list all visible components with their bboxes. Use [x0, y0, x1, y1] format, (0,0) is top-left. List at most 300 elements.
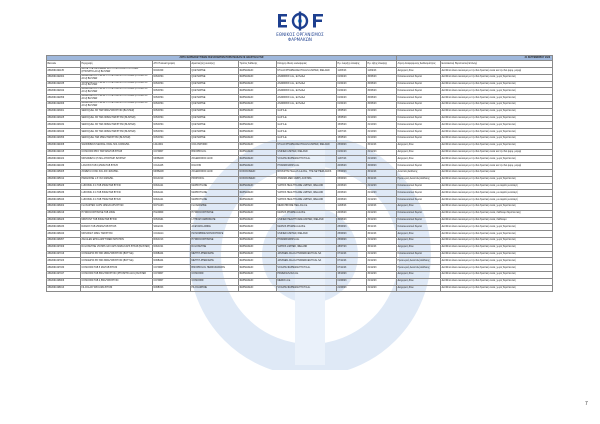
table-cell: ΦΑΡΜΑΚΕΙΟ: [239, 142, 277, 149]
table-cell: N05AN01: [153, 217, 191, 224]
table-cell: ΦΑΡΜΑΚΕΙΟ: [239, 122, 277, 129]
table-cell: N06BX03: [153, 285, 191, 292]
table-cell: M05BA08: [153, 169, 191, 176]
page-number: 7: [585, 401, 588, 407]
table-cell: Κατασκευαστικά θέματα: [397, 88, 441, 95]
table-row: [47, 278, 553, 285]
table-header-row: [47, 61, 553, 68]
table-cell: ΦΑΡΜΑΚΕΙΟ: [239, 129, 277, 136]
table-cell: Κατασκευαστικά θέματα: [397, 190, 441, 197]
table-cell: 15/05/23: [337, 135, 367, 142]
table-cell: 05/09/23: [337, 169, 367, 176]
table-cell: 30/11/23: [367, 224, 397, 231]
table-body: [47, 68, 553, 292]
table-cell: QUETIAPINE: [191, 81, 239, 88]
table-cell: ΦΑΡΜΑΚΕΙΟ: [239, 231, 277, 238]
table-cell: 2802094193032: [47, 122, 81, 129]
table-row: [47, 169, 553, 176]
table-cell: LUDIOMIL F.C.TAB 75MG/TAB BTX20: [81, 197, 153, 204]
table-cell: LUDIOMIL F.C.TAB 50MG/TAB BTX30: [81, 190, 153, 197]
table-cell: C07AB07: [153, 149, 191, 156]
table-cell: SEROQUEL XR TAB 50MG/TAB BTX60 (BLISTER): [81, 108, 153, 115]
table-cell: ΦΑΡΜΑΚΕΙΟ: [239, 265, 277, 272]
table-cell: Διατίθεται άλλο σκεύασμα με την ίδια δραστική ουσία, χωρίς θεραπευτική: [441, 224, 553, 231]
table-cell: MAPROTILINE: [191, 183, 239, 190]
table-cell: 2802094192035: [47, 81, 81, 88]
table-cell: N05AH04: [153, 115, 191, 122]
table-cell: Διαχείριση Στοκ: [397, 231, 441, 238]
table-cell: Κατασκευαστικά θέματα: [397, 115, 441, 122]
table-cell: 31/12/23: [367, 237, 397, 244]
table-row: [47, 251, 553, 258]
column-header: Ημ. λήξης έλλειψης: [367, 61, 397, 68]
table-cell: CONCORD: [191, 278, 239, 285]
table-cell: VOCATE ΦΑΡΜΑΚΕΥΤΙΚΗ Α.Ε.: [277, 156, 337, 163]
table-cell: Διατίθεται άλλο σκεύασμα με την ίδια δραστική ουσία, χωρίς θεραπευτική: [441, 231, 553, 238]
table-cell: ΝΟΣΟΚΟΜΕΙΟ: [239, 176, 277, 183]
table-row: [47, 135, 553, 142]
table-cell: Διατίθεται άλλο σκεύασμα με την ίδια δραστική ουσία, διαθέσιμο: [441, 217, 553, 224]
table-cell: ISOSORBIDE MONONITRATE: [191, 231, 239, 238]
table-row: [47, 88, 553, 95]
table-cell: GRANULE ON THE WITH THE CONSTITUTIONAL (PHOSPHO-ACU) BLISTER: [81, 81, 153, 88]
table-cell: 2802094198013: [47, 285, 81, 292]
table-cell: 2802094195012: [47, 176, 81, 183]
table-cell: N06AX21: [153, 244, 191, 251]
table-cell: 30/06/23: [367, 81, 397, 88]
table-cell: N06AA21: [153, 197, 191, 204]
table-cell: Διατίθεται άλλο σκεύασμα με την ίδια δραστική ουσία: [441, 169, 553, 176]
table-cell: NOVARTIS HELLAS A.E.B.E., THE NETHERLANDS: [277, 169, 337, 176]
table-cell: PARAFFINE L.P. INJ 10MG/ML: [81, 176, 153, 183]
table-cell: ZOLEDRONIC ACID: [191, 156, 239, 163]
table-cell: Κατασκευαστικά θέματα: [397, 81, 441, 88]
table-cell: 30/06/23: [367, 74, 397, 81]
table-cell: ΦΑΡΜΑΚΕΙΟ: [239, 108, 277, 115]
table-cell: FILCOLAR TAB 10MG BTX30: [81, 285, 153, 292]
table-row: [47, 68, 553, 75]
table-cell: 2802094197030: [47, 265, 81, 272]
table-cell: 15/05/23: [337, 108, 367, 115]
table-cell: QUETIAPINE: [191, 115, 239, 122]
table-cell: 11/10/23: [367, 203, 397, 210]
table-cell: MARVIS PHARMA A.E.B.E.: [277, 224, 337, 231]
logo-caption: ΕΘΝΙΚΟΣ ΟΡΓΑΝΙΣΜΟΣ ΦΑΡΜΑΚΩΝ: [276, 32, 324, 42]
table-cell: Διατίθεται άλλο σκεύασμα με την ίδια δραστική ουσία, χωρίς θεραπευτική: [441, 271, 553, 278]
table-cell: CONCERTA PR.TAB 18MG/TAB BTX30 (BOTTLE): [81, 251, 153, 258]
table-cell: ΑΝΑΒΙΟΣΙΣ Α.Ε., ΕΛΛΑΔΑ: [277, 81, 337, 88]
table-row: [47, 108, 553, 115]
table-cell: PHARMASWISS A.E.: [277, 237, 337, 244]
table-cell: Διατίθεται άλλο σκεύασμα με την ίδια δραστική ουσία, χωρίς θεραπευτική: [441, 258, 553, 265]
table-cell: SEROQUEL XR TAB 400MG/TAB BTX60 (BLISTER): [81, 129, 153, 136]
table-cell: QUETIAPINE: [191, 74, 239, 81]
table-cell: 31/12/23: [367, 190, 397, 197]
table-cell: FLUXARTEN CAPS 10MG/CAPS BTX20: [81, 203, 153, 210]
table-cell: LITHIUM CARBONATE: [191, 217, 239, 224]
table-cell: Διατίθεται άλλο σκεύασμα με την ίδια δραστική ουσία, με ασφαλή εναλλαγή: [441, 190, 553, 197]
table-cell: MARVIS PHARMA A.E.B.E.: [277, 210, 337, 217]
table-cell: QUETIAPINE: [191, 129, 239, 136]
table-cell: Διατίθεται άλλο σκεύασμα με την ίδια δραστική ουσία και την ίδια φαρμ. μορφή: [441, 68, 553, 75]
table-cell: 2802094195029: [47, 183, 81, 190]
table-cell: Κατασκευαστικά θέματα: [397, 224, 441, 231]
table-row: [47, 129, 553, 136]
table-cell: Διατίθεται άλλο σκεύασμα με την ίδια δραστική ουσία, χωρίς θεραπευτική: [441, 203, 553, 210]
table-cell: FLUNARIZINE: [191, 203, 239, 210]
table-cell: 31/10/23: [367, 108, 397, 115]
table-row: [47, 258, 553, 265]
column-header: Κάτοχος άδειας κυκλοφορίας: [277, 61, 337, 68]
table-title: ΛΙΣΤΑ ΦΑΡΜΑΚΕΥΤΙΚΩΝ ΣΚΕΥΑΣΜΑΤΩΝ ΠΟΡΕΥΘΗΚΑΝ ΣΕ ΑΝΑΣΤΟΛΗ ΤΗΣ: [47, 56, 397, 61]
table-cell: Προσωρινή Αναστολή Διάθεσης: [397, 258, 441, 265]
table-cell: 2802094196019: [47, 210, 81, 217]
table-cell: 07/11/23: [337, 258, 367, 265]
table-cell: 31/12/23: [367, 265, 397, 272]
table-cell: 2802094193056: [47, 135, 81, 142]
table-row: [47, 183, 553, 190]
table-cell: 20/06/23: [337, 163, 367, 170]
table-row: [47, 95, 553, 102]
table-cell: 30/06/23: [367, 101, 397, 108]
table-cell: 30/06/23: [337, 217, 367, 224]
table-cell: Διατίθεται άλλο σκεύασμα με την ίδια δραστική ουσία, χωρίς θεραπευτική: [441, 176, 553, 183]
table-cell: 2802094195043: [47, 197, 81, 204]
table-cell: 15/05/23: [337, 115, 367, 122]
column-header: Ημ. έναρξης έλλειψης: [337, 61, 367, 68]
table-cell: GRANULE ON THE WITH THE CONSTITUTIONAL (PHOSPHO-ACU) BLISTER: [81, 95, 153, 102]
table-cell: 31/12/23: [367, 251, 397, 258]
table-cell: 01/04/23: [337, 95, 367, 102]
table-cell: Κατασκευαστικά θέματα: [397, 122, 441, 129]
table-cell: Διατίθεται άλλο σκεύασμα με την ίδια δραστική ουσία, χωρίς θεραπευτική: [441, 81, 553, 88]
table-cell: DULOXETINE VIATRIS GR CAPS 60MG/CAPS BTX28 (BLISTER): [81, 244, 153, 251]
shortage-table: [46, 55, 553, 292]
table-cell: DULOXETINE: [191, 244, 239, 251]
table-cell: 31/12/23: [367, 285, 397, 292]
table-cell: ΦΑΡΜΑΚΕΙΟ: [239, 278, 277, 285]
table-cell: Διαχείριση Στοκ: [397, 149, 441, 156]
table-cell: Διατίθεται άλλο σκεύασμα με την ίδια δραστική ουσία, χωρίς θεραπευτική: [441, 244, 553, 251]
table-cell: LUDIOMIL F.C.TAB 25MG/TAB BTX30: [81, 183, 153, 190]
table-cell: N05AH04: [153, 101, 191, 108]
table-cell: 25/09/23: [337, 224, 367, 231]
table-cell: 01/04/23: [337, 74, 367, 81]
table-cell: H02AB09: [153, 210, 191, 217]
table-cell: Διαχείριση Στοκ: [397, 278, 441, 285]
table-row: [47, 210, 553, 217]
table-cell: 30/11/23: [367, 142, 397, 149]
table-cell: N05AH04: [153, 81, 191, 88]
table-cell: ΝΟΣΟΚΟΜΕΙΟ: [239, 169, 277, 176]
table-cell: N05AH04: [153, 108, 191, 115]
table-cell: GRANULE ON THE WITH THE CONSTITUTIONAL (PHOSPHO-ACU) BLISTER: [81, 74, 153, 81]
table-cell: QUETIAPINE: [191, 95, 239, 102]
table-cell: Κατασκευαστικά θέματα: [397, 251, 441, 258]
table-cell: Διαχείριση Στοκ: [397, 142, 441, 149]
table-cell: Διατίθεται άλλο σκεύασμα με την ίδια δραστική ουσία, χωρίς θεραπευτική: [441, 142, 553, 149]
table-cell: ΑΝΑΒΙΟΣΙΣ Α.Ε., ΕΛΛΑΔΑ: [277, 101, 337, 108]
table-cell: ΦΑΡΜΑΚΕΙΟ: [239, 149, 277, 156]
table-cell: L04AD01: [153, 142, 191, 149]
table-cell: N06BA04: [153, 258, 191, 265]
table-cell: ΑΝΑΒΙΟΣΙΣ Α.Ε., ΕΛΛΑΔΑ: [277, 95, 337, 102]
table-cell: 01/01/23: [337, 149, 367, 156]
table-cell: CONCORD: [191, 271, 239, 278]
table-cell: 01/04/23: [337, 101, 367, 108]
table-cell: GAP A.E.: [277, 129, 337, 136]
table-cell: Διαχείριση Στοκ: [397, 271, 441, 278]
table-cell: Διατίθεται άλλο σκεύασμα με την ίδια δραστική ουσία, χωρίς θεραπευτική: [441, 285, 553, 292]
table-cell: SANDIMMUN NEORAL ORAL SOL 100MG/ML: [81, 142, 153, 149]
table-cell: 2802094194022: [47, 156, 81, 163]
table-cell: 01/04/23: [337, 88, 367, 95]
table-cell: GRANULE ON THE WITH THE CONSTITUTIONAL (PHOSPHO-ACU) BLISTER: [81, 101, 153, 108]
table-cell: N05AH04: [153, 95, 191, 102]
table-cell: Κατασκευαστικά θέματα: [397, 197, 441, 204]
table-cell: GAP A.E.: [277, 135, 337, 142]
table-cell: 2802094197009: [47, 244, 81, 251]
table-cell: ΦΑΡΜΑΚΕΙΟ: [239, 224, 277, 231]
table-cell: DIAMOX TAB 250MG/TAB BTX25: [81, 224, 153, 231]
table-cell: ΜΟΝΟΜΕΤΑ 3,5 MG ΑΠΟΣΤΕΙΡ. ΒΛΙΣΤΕΡ: [81, 156, 153, 163]
table-row: [47, 271, 553, 278]
table-cell: N03AX09: [153, 68, 191, 75]
table-cell: R06AX13: [153, 237, 191, 244]
table-row: [47, 142, 553, 149]
table-cell: Κατασκευαστικά θέματα: [397, 95, 441, 102]
table-cell: 30/12/23: [367, 217, 397, 224]
table-cell: 31/12/23: [367, 278, 397, 285]
column-header: Barcode: [47, 61, 81, 68]
table-cell: 20/06/23: [337, 197, 367, 204]
table-cell: Διατίθεται άλλο σκεύασμα με την ίδια δραστική ουσία, χωρίς θεραπευτική: [441, 115, 553, 122]
table-cell: 2802094198006: [47, 278, 81, 285]
table-cell: 31/12/23: [367, 197, 397, 204]
table-cell: ΦΑΡΜΑΚΕΙΟ: [239, 88, 277, 95]
table-cell: 30/11/23: [367, 244, 397, 251]
table-cell: PHARMASWISS A.E.: [277, 163, 337, 170]
table-cell: ΦΑΡΜΑΚΕΙΟ: [239, 183, 277, 190]
table-cell: Διατίθεται άλλο σκεύασμα με την ίδια δραστική ουσία, χωρίς θεραπευτική: [441, 156, 553, 163]
table-cell: Διαχείριση Στοκ: [397, 285, 441, 292]
table-cell: 31/12/23: [367, 258, 397, 265]
table-cell: PILOCARPINE: [191, 285, 239, 292]
table-cell: METHYLPHENIDATE: [191, 251, 239, 258]
table-cell: CICLOSPORIN: [191, 142, 239, 149]
table-cell: QUETIAPINE: [191, 122, 239, 129]
table-cell: 2802094197016: [47, 251, 81, 258]
table-cell: PFIZER ΕΛΛΑΣ Α.Ε.: [277, 271, 337, 278]
table-cell: MYLAN PHARMACEUTICALS LIMITED, IRELAND: [277, 142, 337, 149]
table-cell: ΦΑΡΜΑΚΕΙΟ: [239, 258, 277, 265]
table-cell: Διατίθεται άλλο σκεύασμα με την ίδια δραστική ουσία, χωρίς θεραπευτική: [441, 101, 553, 108]
table-cell: 2802094193025: [47, 115, 81, 122]
table-cell: 30/09/23: [367, 163, 397, 170]
table-cell: QUETIAPINE: [191, 68, 239, 75]
column-header: Δραστική(ές) ουσία(ες): [191, 61, 239, 68]
table-cell: Διατίθεται άλλο σκεύασμα με την ίδια δραστική ουσία, χωρίς θεραπευτική: [441, 88, 553, 95]
table-cell: ΦΑΡΜΑΚΕΙΟ: [239, 203, 277, 210]
table-cell: 2802094193001: [47, 108, 81, 115]
table-row: [47, 237, 553, 244]
table-cell: QUETIAPINE: [191, 88, 239, 95]
table-cell: 31/10/23: [367, 122, 397, 129]
table-cell: CONCORD TAB 5MG/TAB BTX30 (PHOSPHO-ACU) BLISTER: [81, 271, 153, 278]
column-header: Εναλλακτική Θεραπευτική Επιλογή: [441, 61, 553, 68]
table-cell: ΦΑΡΜΑΚΕΙΟ: [239, 135, 277, 142]
table-cell: 20/06/23: [337, 183, 367, 190]
table-cell: VIATRIS HEALTHCARE LIMITED, IRELAND: [277, 197, 337, 204]
table-cell: ΦΑΡΜΑΚΕΙΟ: [239, 210, 277, 217]
table-cell: C07AB07: [153, 271, 191, 278]
table-cell: N06AA21: [153, 183, 191, 190]
table-cell: ΦΑΡΜΑΚΕΙΟ: [239, 81, 277, 88]
table-cell: ΦΑΡΜΑΚΕΙΟ: [239, 101, 277, 108]
table-cell: GAP A.E.: [277, 108, 337, 115]
table-cell: 2802094192004: [47, 74, 81, 81]
table-cell: ΦΑΡΜΑΚΕΙΟ: [239, 95, 277, 102]
eof-logo: [264, 10, 336, 46]
table-row: [47, 81, 553, 88]
table-cell: JANSSEN-CILAG PHARMACEUTICAL SA: [277, 251, 337, 258]
table-row: [47, 231, 553, 238]
table-cell: 31/10/23: [367, 135, 397, 142]
table-cell: C07AB07: [153, 265, 191, 272]
table-cell: 30/11/23: [367, 176, 397, 183]
table-cell: Κατασκευαστικά θέματα: [397, 217, 441, 224]
table-cell: ΦΑΡΜΑΚΕΙΟ: [239, 237, 277, 244]
table-cell: PHARMA MED GMBH, AUSTRIA: [277, 176, 337, 183]
table-cell: Διατίθεται άλλο σκεύασμα με την ίδια δραστική ουσία, χωρίς θεραπευτική: [441, 74, 553, 81]
table-cell: C01DA14: [153, 231, 191, 238]
table-cell: 2802094192059: [47, 95, 81, 102]
table-cell: MEDICHROME HELLAS A.E.: [277, 203, 337, 210]
table-cell: Διατίθεται άλλο σκεύασμα με την ίδια δραστική ουσία, διαθέσιμο θεραπευτικής: [441, 210, 553, 217]
table-cell: UNIFIED HEALTHCARE LIMITED, IRELAND: [277, 217, 337, 224]
table-cell: ΦΑΡΜΑΚΕΙΟ: [239, 271, 277, 278]
table-cell: 2802094196002: [47, 203, 81, 210]
table-cell: ZACALEN EPICLAMP TIMED IMITATION: [81, 237, 153, 244]
table-cell: 31/10/23: [367, 115, 397, 122]
table-cell: ΦΑΡΜΑΚΕΙΟ: [239, 197, 277, 204]
table-cell: 2802094195005: [47, 169, 81, 176]
table-cell: ΦΑΡΜΑΚΕΙΟ: [239, 285, 277, 292]
table-date: 21 ΣΕΠΤΕΜΒΡΙΟΥ 2023: [397, 56, 553, 61]
table-cell: GRANULE ON THE WITH THE CONSTITUTIONAL (PHOSPHO-ACU) BLISTER: [81, 88, 153, 95]
table-cell: ZOMETA CONC.SOL.INF 4MG/5ML: [81, 169, 153, 176]
table-cell: VOCATE ΦΑΡΜΑΚΕΥΤΙΚΗ Α.Ε.: [277, 285, 337, 292]
table-cell: M05BA08: [153, 156, 191, 163]
table-row: [47, 163, 553, 170]
table-cell: VOCATE ΦΑΡΜΑΚΕΥΤΙΚΗ Α.Ε.: [277, 265, 337, 272]
table-cell: Διατίθεται άλλο σκεύασμα με την ίδια δραστική ουσία, χωρίς θεραπευτική: [441, 135, 553, 142]
table-cell: 2802094194015: [47, 149, 81, 156]
table-cell: 2802094196040: [47, 231, 81, 238]
table-cell: 30/12/23: [367, 271, 397, 278]
table-cell: SEROQUEL TAB 25MG/TAB BTX60 (BLISTER): [81, 135, 153, 142]
table-cell: 25/09/23: [337, 231, 367, 238]
table-row: [47, 149, 553, 156]
table-cell: ΦΑΡΜΑΚΕΙΟ: [239, 74, 277, 81]
table-cell: ΦΑΡΜΑΚΕΙΟ: [239, 156, 277, 163]
table-row: [47, 190, 553, 197]
table-cell: 15/05/23: [337, 122, 367, 129]
table-cell: SEROQUEL XR TAB 300MG/TAB BTX60 (BLISTER): [81, 122, 153, 129]
table-cell: C07AB07: [153, 278, 191, 285]
table-cell: UNIFIED LIMITED, IRELAND: [277, 231, 337, 238]
table-row: [47, 156, 553, 163]
table-cell: 2802094192042: [47, 88, 81, 95]
table-cell: METHYLPHENIDATE: [191, 258, 239, 265]
table-cell: Διατίθεται άλλο σκεύασμα με την ίδια δραστική ουσία, χωρίς θεραπευτική: [441, 122, 553, 129]
table-cell: MAPROTILINE: [191, 190, 239, 197]
table-cell: 25/09/23: [337, 237, 367, 244]
table-cell: Κατασκευαστικά θέματα: [397, 135, 441, 142]
table-cell: Διατίθεται άλλο σκεύασμα με την ίδια δραστική ουσία, χωρίς θεραπευτική: [441, 278, 553, 285]
table-cell: MYLAN PHARMACEUTICALS LIMITED, IRELAND: [277, 68, 337, 75]
table-cell: 31/10/23: [367, 129, 397, 136]
table-cell: GAP A.E.: [277, 122, 337, 129]
table-cell: Διατίθεται άλλο σκεύασμα με την ίδια δραστική ουσία, χωρίς θεραπευτική: [441, 251, 553, 258]
table-row: [47, 203, 553, 210]
table-cell: QUETIAPINE: [191, 135, 239, 142]
table-cell: Διαχείριση Στοκ: [397, 237, 441, 244]
table-cell: Διατίθεται άλλο σκεύασμα με την ίδια δραστική ουσία, χωρίς θεραπευτική: [441, 237, 553, 244]
table-cell: 2802094196033: [47, 224, 81, 231]
table-cell: Αναστολή Διάθεσης: [397, 169, 441, 176]
table-cell: Κατασκευαστικά θέματα: [397, 163, 441, 170]
table-cell: N01AX10: [153, 176, 191, 183]
table-cell: 30/06/23: [367, 95, 397, 102]
table-cell: Διαχείριση Στοκ: [397, 156, 441, 163]
table-cell: N05AH04: [153, 122, 191, 129]
table-row: [47, 74, 553, 81]
table-cell: 11/07/23: [337, 129, 367, 136]
table-cell: 2802094197047: [47, 271, 81, 278]
table-cell: 2802094196026: [47, 217, 81, 224]
column-header: Περιγραφή: [81, 61, 153, 68]
table-cell: Κατασκευαστικά θέματα: [397, 129, 441, 136]
table-cell: 30/11/23: [367, 231, 397, 238]
table-cell: 11/07/23: [337, 156, 367, 163]
table-row: [47, 115, 553, 122]
table-cell: 28/07/23: [337, 244, 367, 251]
table-cell: 30/06/23: [367, 88, 397, 95]
table-row: [47, 197, 553, 204]
table-cell: Διατίθεται άλλο σκεύασμα με την ίδια δραστική ουσία, χωρίς θεραπευτική: [441, 129, 553, 136]
table-cell: HYDROCORTISONE: [191, 210, 239, 217]
table-cell: N05AH04: [153, 135, 191, 142]
table-cell: Κατασκευαστικά θέματα: [397, 74, 441, 81]
table-cell: 2802094197023: [47, 258, 81, 265]
table-cell: GAP A.E.: [277, 115, 337, 122]
table-cell: VIATRIS HEALTHCARE LIMITED, IRELAND: [277, 183, 337, 190]
table-cell: Διατίθεται άλλο σκεύασμα με την ίδια δραστική ουσία και την ίδια φαρμ. μορφή: [441, 163, 553, 170]
table-cell: Διατίθεται άλλο σκεύασμα με την ίδια δραστική ουσία, με ασφαλή εναλλαγή: [441, 183, 553, 190]
table-cell: 11/08/23: [337, 203, 367, 210]
table-row: [47, 224, 553, 231]
table-cell: ZOLEDRONIC ACID: [191, 169, 239, 176]
table-cell: ΦΑΡΜΑΚΕΙΟ: [239, 251, 277, 258]
table-cell: SEROQUEL XR TAB 200MG/TAB BTX60 (BLISTER): [81, 115, 153, 122]
table-cell: GLIVE THE INFUSIBLE WITH THE CONSTITUTIONAL (PHOSPHO-ACU) BLISTER: [81, 68, 153, 75]
table-cell: C01AA05: [153, 163, 191, 170]
table-cell: ΦΑΡΜΑΚΕΙΟ: [239, 163, 277, 170]
column-header: Λόγος Αναφερόμενης Διαθεσιμότητας: [397, 61, 441, 68]
eof-logo-mark: [264, 10, 336, 32]
table-cell: JANSSEN-CILAG PHARMACEUTICAL SA: [277, 258, 337, 265]
